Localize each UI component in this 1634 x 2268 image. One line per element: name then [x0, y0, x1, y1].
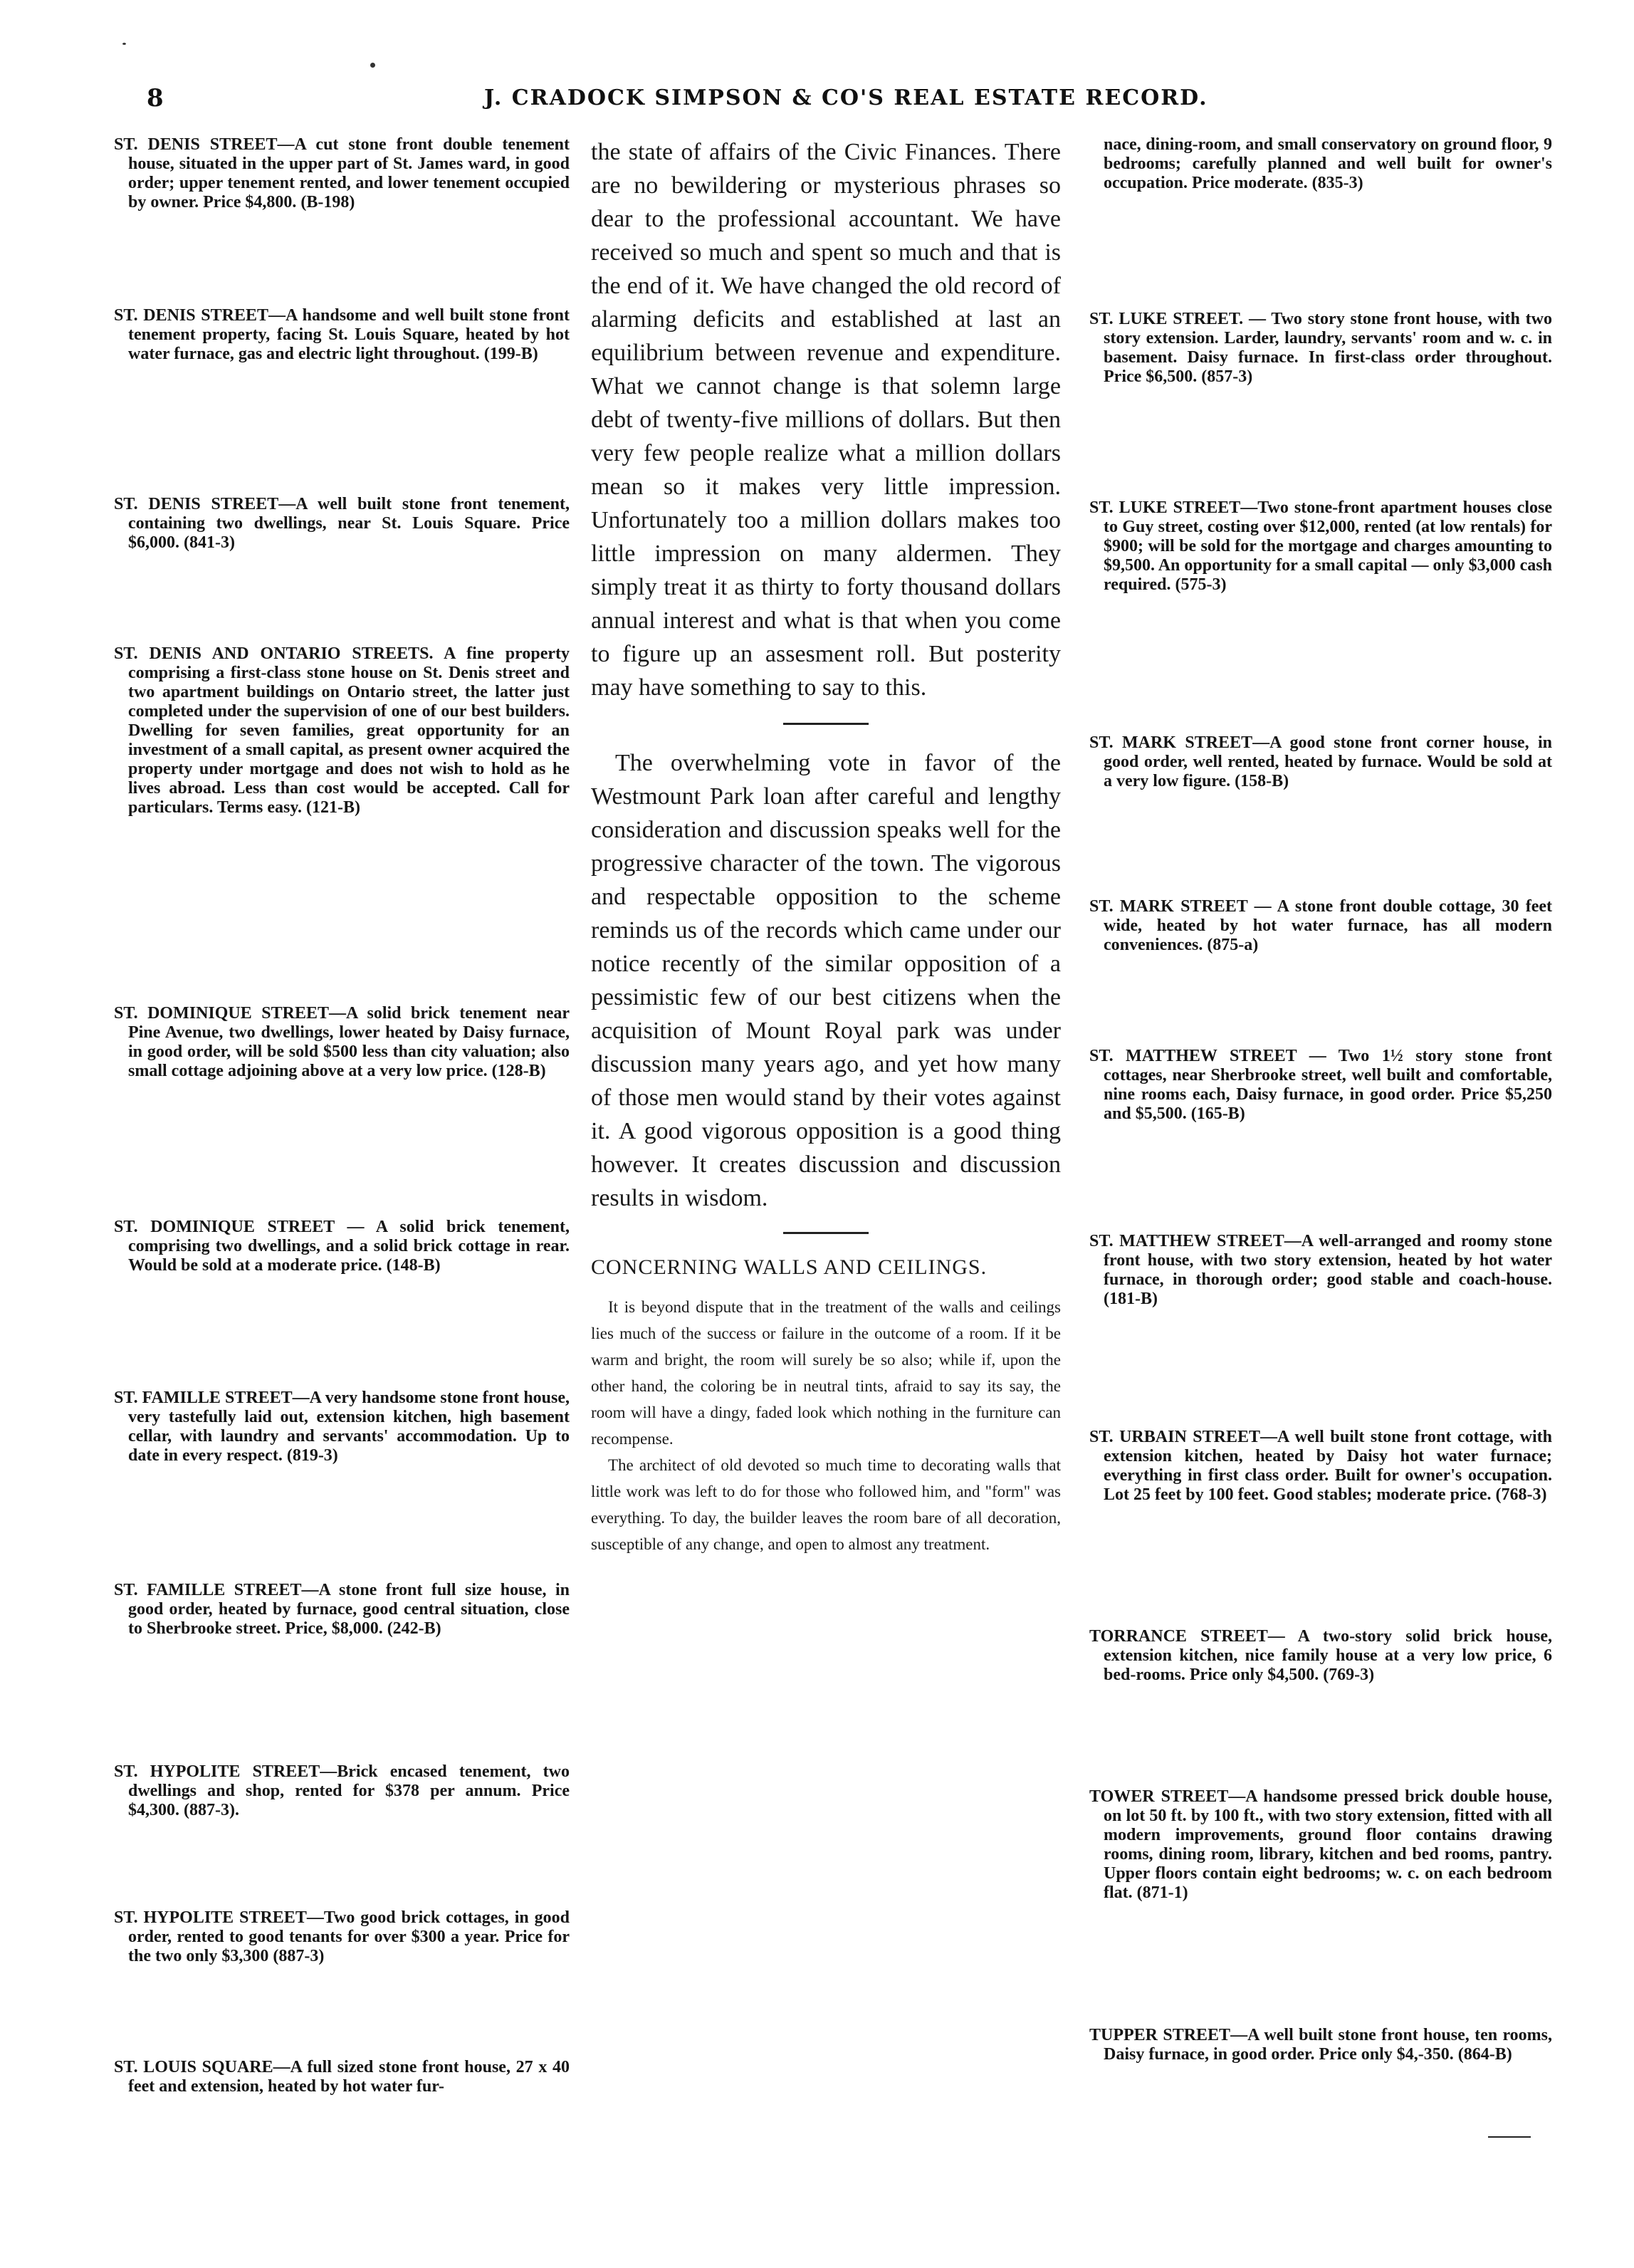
- listing: TORRANCE STREET— A two-story solid brick house, extension kitchen, nice family house at a very low price, 6 bed-rooms. Price only $4,500. (769-3): [1089, 1627, 1552, 1684]
- listing: ST. DENIS AND ONTARIO STREETS. A fine property comprising a first-class stone house on St. Denis street and two apartment buildings on Ontario street, the latter just completed under the supervision of one of our best builders. Dwelling for seven families, great opportunity for an investment of a small capital, as present owner acquired the property under mortgage and does not wish to hold as he lives abroad. Less than cost would be accepted. Call for particulars. Terms easy. (121-B): [114, 644, 570, 817]
- running-title: J. CRADOCK SIMPSON & CO'S REAL ESTATE RECORD.: [484, 85, 1208, 110]
- editorial-westmount-park: The overwhelming vote in favor of the Westmount Park loan after careful and lengthy consideration and discussion speaks well for the progressive character of the town. The vigorous and respectable opposition to the scheme reminds us of the records which came under our notice recently of the similar opposition of a pessimistic few of our best citizens when the acquisition of Mount Royal park was under discussion many years ago, and yet how many of those men would stand by their votes against it. A good vigorous opposition is a good thing however. It creates discussion and discussion results in wisdom.: [591, 750, 1061, 1211]
- listing: ST. FAMILLE STREET—A very handsome stone front house, very tastefully laid out, extension kitchen, high basement cellar, with laundry and servants' accommodation. Up to date in every respect. (819-3): [114, 1389, 570, 1465]
- print-speck: [370, 63, 375, 68]
- section-divider: [783, 723, 869, 725]
- listing: ST. MATTHEW STREET — Two 1½ story stone front cottages, near Sherbrooke street, well built and comfortable, nine rooms each, Daisy furnace, in good order. Price $5,250 and $5,500. (165-B): [1089, 1047, 1552, 1123]
- listing: ST. MARK STREET — A stone front double cottage, 30 feet wide, heated by hot water furnace, has all modern conveniences. (875-a): [1089, 897, 1552, 954]
- listing: ST. DOMINIQUE STREET — A solid brick tenement, comprising two dwellings, and a solid brick cottage in rear. Would be sold at a moderate price. (148-B): [114, 1218, 570, 1275]
- listing: ST. DENIS STREET—A well built stone front tenement, containing two dwellings, near St. Louis Square. Price $6,000. (841-3): [114, 495, 570, 552]
- listing: ST. HYPOLITE STREET—Brick encased tenement, two dwellings and shop, rented for $378 per annum. Price $4,300. (887-3).: [114, 1762, 570, 1819]
- listing: ST. LOUIS SQUARE—A full sized stone front house, 27 x 40 feet and extension, heated by hot water fur-: [114, 2058, 570, 2096]
- page-header: [114, 84, 1538, 120]
- listing: ST. LUKE STREET. — Two story stone front house, with two story extension. Larder, laundry, servants' room and w. c. in basement. Daisy furnace. In first-class order throughout. Price $6,500. (857-3): [1089, 310, 1552, 386]
- listing: ST. DOMINIQUE STREET—A solid brick tenement near Pine Avenue, two dwellings, lower heated by Daisy furnace, in good order, will be sold $500 less than city valuation; also small cottage adjoining above at a very low price. (128-B): [114, 1004, 570, 1080]
- listing: TUPPER STREET—A well built stone front house, ten rooms, Daisy furnace, in good order. Price only $4,-350. (864-B): [1089, 2026, 1552, 2064]
- listing: ST. URBAIN STREET—A well built stone front cottage, with extension kitchen, heated by Daisy hot water furnace; everything in first class order. Built for owner's occupation. Lot 25 feet by 100 feet. Good stables; moderate price. (768-3): [1089, 1428, 1552, 1504]
- listing: ST. DENIS STREET—A cut stone front double tenement house, situated in the upper part of St. James ward, in good order; upper tenement rented, and lower tenement occupied by owner. Price $4,800. (B-198): [114, 135, 570, 211]
- end-mark: [1488, 2136, 1531, 2138]
- listing: TOWER STREET—A handsome pressed brick double house, on lot 50 ft. by 100 ft., with two story extension, fitted with all modern improvements, ground floor contains drawing rooms, dining room, library, kitchen and bed rooms, pantry. Upper floors contain eight bedrooms; w. c. on each bedroom flat. (871-1): [1089, 1787, 1552, 1902]
- section-divider: [783, 1232, 869, 1234]
- listing: ST. FAMILLE STREET—A stone front full size house, in good order, heated by furnace, good central situation, close to Sherbrooke street. Price, $8,000. (242-B): [114, 1581, 570, 1638]
- middle-column: [591, 135, 1061, 1557]
- listing: nace, dining-room, and small conservatory on ground floor, 9 bedrooms; carefully planned and well built for owner's occupation. Price moderate. (835-3): [1104, 135, 1552, 192]
- editorial-civic-finances: the state of affairs of the Civic Finances. There are no bewildering or mysterious phrases so dear to the professional accountant. We have received so much and spent so much and that is the end of it. We have changed the old record of alarming deficits and established at last an equilibrium between revenue and expenditure. What we cannot change is that solemn large debt of twenty-five millions of dollars. But then very few people realize what a million dollars mean so it makes very little impression. Unfortunately too a million dollars makes too little impression on many aldermen. They simply treat it as thirty to forty thousand dollars annual interest and what is that when you come to figure up an assesment roll. But posterity may have something to say to this.: [591, 139, 1061, 701]
- print-speck: [122, 43, 126, 45]
- article-heading: CONCERNING WALLS AND CEILINGS.: [591, 1255, 988, 1279]
- listing: ST. MARK STREET—A good stone front corner house, in good order, well rented, heated by furnace. Would be sold at a very low figure. (158-B): [1089, 733, 1552, 790]
- listing: ST. HYPOLITE STREET—Two good brick cottages, in good order, rented to good tenants for over $300 a year. Price for the two only $3,300 (887-3): [114, 1908, 570, 1965]
- listing: ST. LUKE STREET—Two stone-front apartment houses close to Guy street, costing over $12,000, rented (at low rentals) for $900; will be sold for the mortgage and charges amounting to $9,500. An opportunity for a small capital — only $3,000 cash required. (575-3): [1089, 498, 1552, 594]
- page-number: 8: [147, 84, 164, 113]
- listing: ST. MATTHEW STREET—A well-arranged and roomy stone front house, with two story extension, heated by hot water furnace, in thorough order; good stable and coach-house. (181-B): [1089, 1232, 1552, 1308]
- article-walls-ceilings: It is beyond dispute that in the treatment of the walls and ceilings lies much of the success or failure in the outcome of a room. If it be warm and bright, the room will surely be so also; while if, upon the other hand, the coloring be in neutral tints, afraid to say its say, the room will have a dingy, faded look which nothing in the furniture can recompense. The architect of old devoted so much time to decorating walls that little work was left to do for those who followed him, and "form" was everything. To day, the builder leaves the room bare of all decoration, susceptible of any change, and open to almost any treatment.: [591, 1298, 1061, 1553]
- listing: ST. DENIS STREET—A handsome and well built stone front tenement property, facing St. Louis Square, heated by hot water furnace, gas and electric light throughout. (199-B): [114, 306, 570, 363]
